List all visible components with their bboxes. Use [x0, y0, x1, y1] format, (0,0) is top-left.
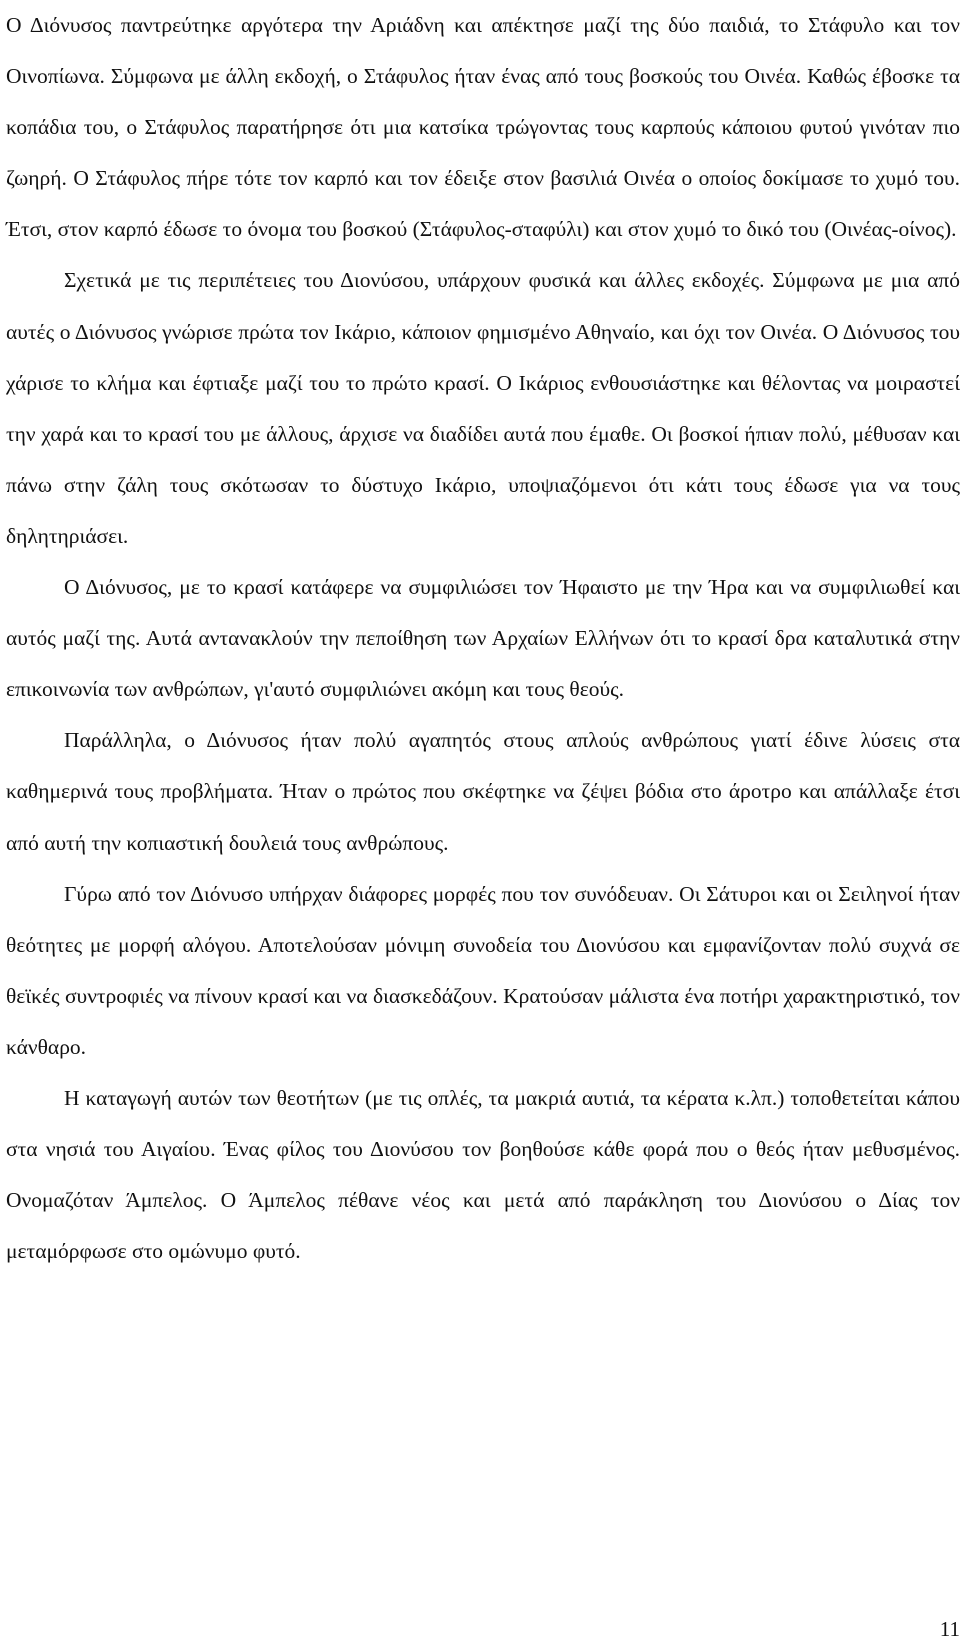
paragraph-3: Ο Διόνυσος, με το κρασί κατάφερε να συμφιλιώσει τον Ήφαιστο με την Ήρα και να συμφιλιωθεί και αυτός μαζί της. Αυτά αντανακλούν την πεποίθηση των Αρχαίων Ελλήνων ότι το κρασί δρα καταλυτικά στην επικοινωνία των ανθρώπων, γι'αυτό συμφιλιώνει ακόμη και τους θεούς. [6, 575, 960, 702]
paragraph-4: Παράλληλα, ο Διόνυσος ήταν πολύ αγαπητός στους απλούς ανθρώπους γιατί έδινε λύσεις στα καθημερινά τους προβλήματα. Ήταν ο πρώτος που σκέφτηκε να ζέψει βόδια στο άροτρο και απάλλαξε έτσι από αυτή την κοπιαστική δουλειά τους ανθρώπους. [6, 728, 960, 855]
paragraph-5: Γύρω από τον Διόνυσο υπήρχαν διάφορες μορφές που τον συνόδευαν. Οι Σάτυροι και οι Σειληνοί ήταν θεότητες με μορφή αλόγου. Αποτελούσαν μόνιμη συνοδεία του Διονύσου και εμφανίζονταν πολύ συχνά σε θεϊκές συντροφιές να πίνουν κρασί και να διασκεδάζουν. Κρατούσαν μάλιστα ένα ποτήρι χαρακτηριστικό, τον κάνθαρο. [6, 881, 960, 1059]
paragraph-2: Σχετικά με τις περιπέτειες του Διονύσου, υπάρχουν φυσικά και άλλες εκδοχές. Σύμφωνα με μια από αυτές ο Διόνυσος γνώρισε πρώτα τον Ικάριο, κάποιον φημισμένο Αθηναίο, και όχι τον Οινέα. Ο Διόνυσος του χάρισε το κλήμα και έφτιαξε μαζί του το πρώτο κρασί. Ο Ικάριος ενθουσιάστηκε και θέλοντας να μοιραστεί την χαρά και το κρασί του με άλλους, άρχισε να διαδίδει αυτά που έμαθε. Οι βοσκοί ήπιαν πολύ, μέθυσαν και πάνω στην ζάλη τους σκότωσαν το δύστυχο Ικάριο, υποψιαζόμενοι ότι κάτι τους έδωσε για να τους δηλητηριάσει. [6, 268, 960, 548]
paragraph-6: Η καταγωγή αυτών των θεοτήτων (με τις οπλές, τα μακριά αυτιά, τα κέρατα κ.λπ.) τοποθετείται κάπου στα νησιά του Αιγαίου. Ένας φίλος του Διονύσου τον βοηθούσε κάθε φορά που ο θεός ήταν μεθυσμένος. Ονομαζόταν Άμπελος. Ο Άμπελος πέθανε νέος και μετά από παράκληση του Διονύσου ο Δίας τον μεταμόρφωσε στο ομώνυμο φυτό. [6, 1085, 960, 1264]
document-body [6, 0, 960, 1277]
page-number: 11 [939, 1617, 960, 1641]
paragraph-1: Ο Διόνυσος παντρεύτηκε αργότερα την Αριάδνη και απέκτησε μαζί της δύο παιδιά, το Στάφυλο και τον Οινοπίωνα. Σύμφωνα με άλλη εκδοχή, ο Στάφυλος ήταν ένας από τους βοσκούς του Οινέα. Καθώς έβοσκε τα κοπάδια του, ο Στάφυλος παρατήρησε ότι μια κατσίκα τρώγοντας τους καρπούς κάποιου φυτού γινόταν πιο ζωηρή. Ο Στάφυλος πήρε τότε τον καρπό και τον έδειξε στον βασιλιά Οινέα ο οποίος δοκίμασε το χυμό του. Έτσι, στον καρπό έδωσε το όνομα του βοσκού (Στάφυλος-σταφύλι) και στον χυμό το δικό του (Οινέας-οίνος). [6, 13, 960, 242]
